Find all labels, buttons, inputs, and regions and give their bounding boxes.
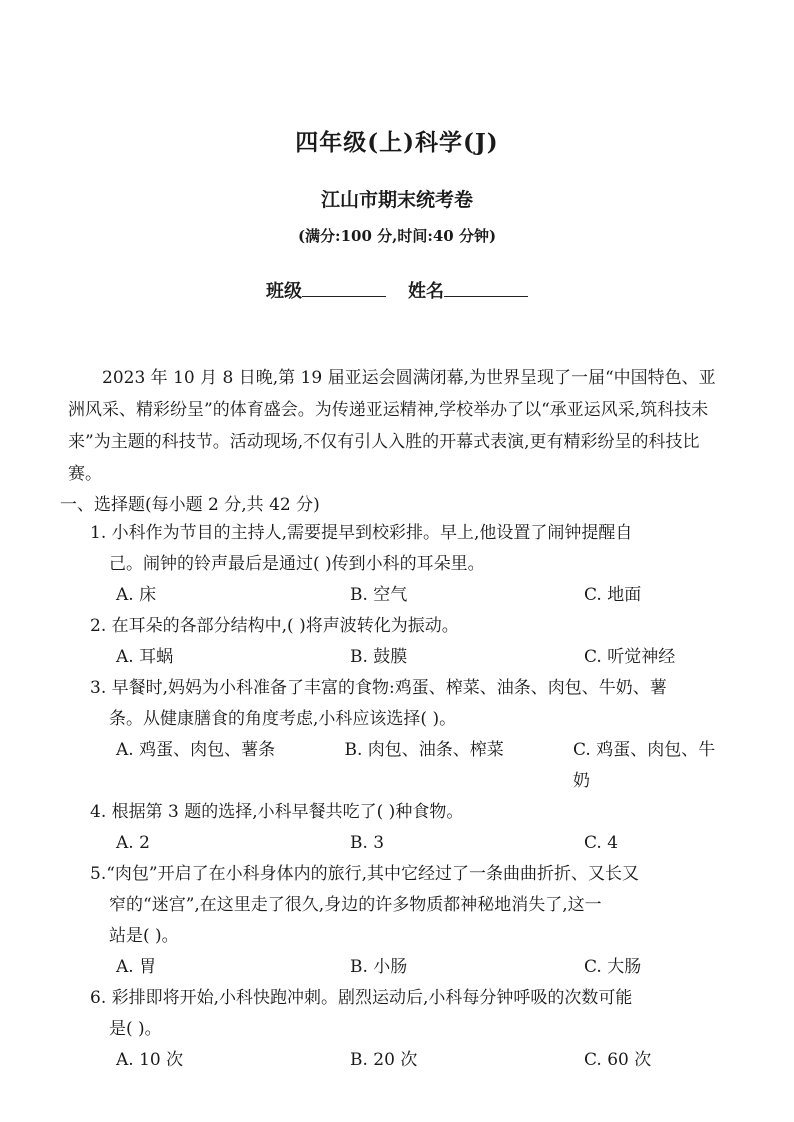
question-text: 是( )。 xyxy=(109,1019,162,1039)
options-row xyxy=(90,1045,728,1076)
options-row xyxy=(90,828,728,859)
question-text: 1. 小科作为节目的主持人,需要提早到校彩排。早上,他设置了闹钟提醒自 xyxy=(90,523,633,543)
option-b[interactable]: B. 空气 xyxy=(350,585,408,605)
name-label: 姓名 xyxy=(408,281,444,302)
option-b[interactable]: B. 肉包、油条、榨菜 xyxy=(344,740,504,760)
options-row xyxy=(90,952,728,983)
option-c[interactable]: C. 听觉神经 xyxy=(584,647,676,667)
question-text: 条。从健康膳食的角度考虑,小科应该选择( )。 xyxy=(109,709,457,729)
option-a[interactable]: A. 10 次 xyxy=(116,1050,184,1070)
option-c[interactable]: C. 地面 xyxy=(584,585,642,605)
option-c[interactable]: C. 4 xyxy=(584,833,619,853)
question-1 xyxy=(90,518,728,611)
question-2 xyxy=(90,611,728,673)
class-label: 班级 xyxy=(266,281,302,302)
option-c[interactable]: C. 鸡蛋、肉包、牛奶 xyxy=(573,740,716,791)
question-text: 窄的“迷宫”,在这里走了很久,身边的许多物质都神秘地消失了,这一 xyxy=(109,895,602,915)
option-a[interactable]: A. 耳蜗 xyxy=(116,647,174,667)
option-b[interactable]: B. 小肠 xyxy=(350,957,408,977)
question-text: 站是( )。 xyxy=(109,926,179,946)
question-5 xyxy=(90,859,728,983)
name-blank[interactable] xyxy=(444,279,528,297)
question-3 xyxy=(90,673,728,797)
student-info-row xyxy=(0,277,794,303)
section-title: 一、选择题(每小题 2 分,共 42 分) xyxy=(60,495,320,515)
class-blank[interactable] xyxy=(302,279,386,297)
options-row xyxy=(90,642,728,673)
question-text: 4. 根据第 3 题的选择,小科早餐共吃了( )种食物。 xyxy=(90,802,464,822)
intro-paragraph: 2023 年 10 月 8 日晚,第 19 届亚运会圆满闭幕,为世界呈现了一届“中国特色、亚洲风采、精彩纷呈”的体育盛会。为传递亚运精神,学校举办了以“承亚运风采,筑科技未来”为主题的科技节。活动现场,不仅有引人入胜的开幕式表演,更有精彩纷呈的科技比赛。 xyxy=(68,368,716,484)
exam-subtitle: 江山市期末统考卷 xyxy=(320,189,473,211)
question-text: 2. 在耳朵的各部分结构中,( )将声波转化为振动。 xyxy=(90,616,459,636)
question-text: 3. 早餐时,妈妈为小科准备了丰富的食物:鸡蛋、榨菜、油条、肉包、牛奶、薯 xyxy=(90,678,667,698)
question-text: 己。闹钟的铃声最后是通过( )传到小科的耳朵里。 xyxy=(109,554,485,574)
option-a[interactable]: A. 鸡蛋、肉包、薯条 xyxy=(116,740,276,760)
question-list xyxy=(90,518,728,1076)
score-info: (满分:100 分,时间:40 分钟) xyxy=(297,227,497,245)
question-text: 5.“肉包”开启了在小科身体内的旅行,其中它经过了一条曲曲折折、又长又 xyxy=(90,864,640,884)
options-row xyxy=(90,735,728,797)
question-4 xyxy=(90,797,728,859)
option-b[interactable]: B. 3 xyxy=(350,833,385,853)
question-text: 6. 彩排即将开始,小科快跑冲刺。剧烈运动后,小科每分钟呼吸的次数可能 xyxy=(90,988,633,1008)
option-a[interactable]: A. 2 xyxy=(116,833,150,853)
question-6 xyxy=(90,983,728,1076)
exam-title: 四年级(上)科学(J) xyxy=(295,129,499,156)
option-b[interactable]: B. 鼓膜 xyxy=(350,647,408,667)
option-b[interactable]: B. 20 次 xyxy=(350,1050,418,1070)
option-a[interactable]: A. 胃 xyxy=(116,957,157,977)
option-c[interactable]: C. 60 次 xyxy=(584,1050,652,1070)
option-c[interactable]: C. 大肠 xyxy=(584,957,642,977)
option-a[interactable]: A. 床 xyxy=(116,585,157,605)
options-row xyxy=(90,580,728,611)
